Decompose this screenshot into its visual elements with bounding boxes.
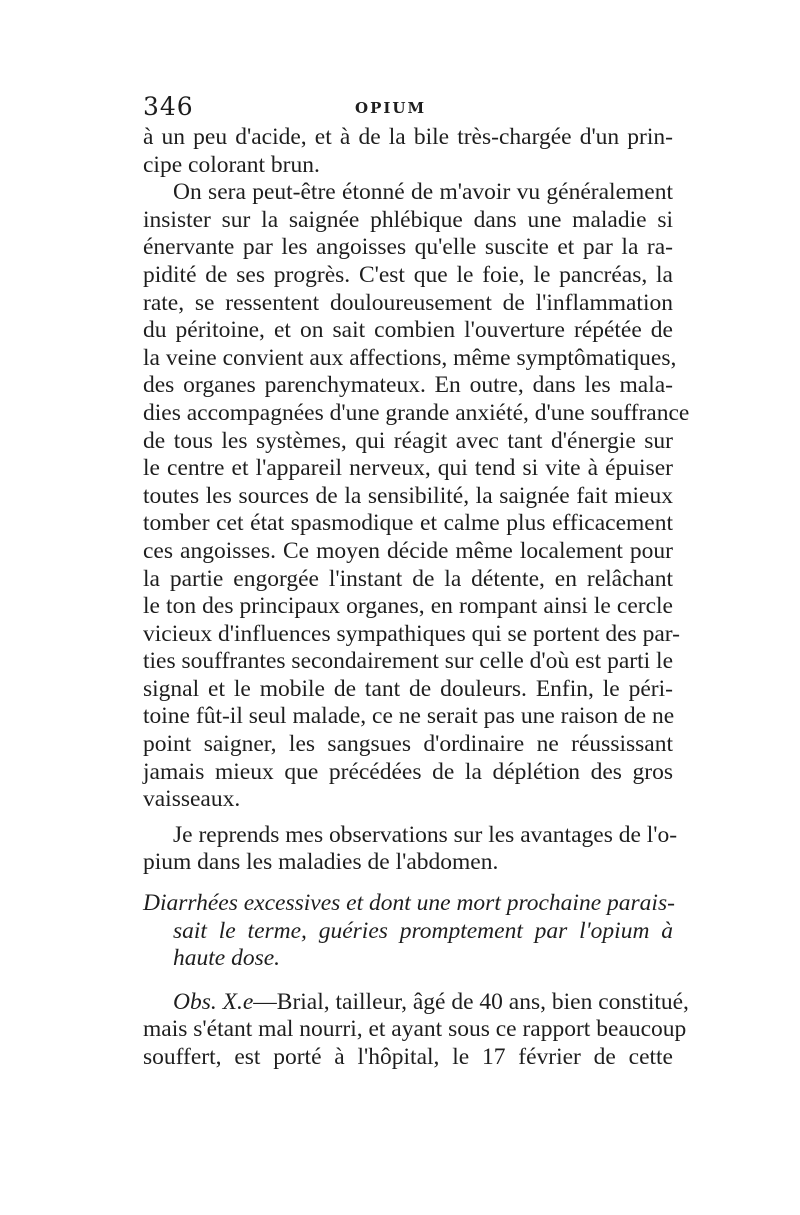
text-line: On sera peut-être étonné de m'avoir vu généralement bbox=[173, 179, 673, 206]
text-line: vaisseaux. bbox=[143, 786, 241, 813]
text-line: insister sur la saignée phlébique dans une maladie si bbox=[143, 206, 673, 233]
page-number: 346 bbox=[143, 92, 194, 121]
heading-line: Diarrhées excessives et dont une mort prochaine parais- bbox=[143, 890, 675, 917]
heading-line: sait le terme, guéries promptement par l'opium à bbox=[173, 917, 673, 944]
text-line: ces angoisses. Ce moyen décide même localement pour bbox=[143, 537, 673, 564]
text-line: ties souffrantes secondairement sur celle d'où est parti le bbox=[143, 648, 673, 675]
paragraph-continuation bbox=[143, 124, 673, 179]
text-line: toine fût-il seul malade, ce ne serait pas une raison de ne bbox=[143, 703, 675, 730]
text-line: vicieux d'influences sympathiques qui se portent des par- bbox=[143, 620, 680, 647]
text-line: toutes les sources de la sensibilité, la saignée fait mieux bbox=[143, 482, 673, 509]
text-line: Je reprends mes observations sur les avantages de l'o- bbox=[173, 821, 678, 848]
observation-label: Obs. X.e bbox=[173, 988, 254, 1015]
text-line: la veine convient aux affections, même symptômatiques, bbox=[143, 344, 677, 371]
text-line: du péritoine, et on sait combien l'ouverture répétée de bbox=[143, 317, 673, 344]
text-line: le centre et l'appareil nerveux, qui tend si vite à épuiser bbox=[143, 455, 673, 482]
text-line: mais s'étant mal nourri, et ayant sous ce rapport beaucoup bbox=[143, 1016, 687, 1043]
text-line: énervante par les angoisses qu'elle suscite et par la ra- bbox=[143, 234, 673, 261]
heading-line: haute dose. bbox=[173, 945, 281, 972]
running-head bbox=[143, 92, 673, 122]
text-line: jamais mieux que précédées de la déplétion des gros bbox=[143, 758, 673, 785]
text-line: signal et le mobile de tant de douleurs. Enfin, le péri- bbox=[143, 675, 673, 702]
text-line: rate, se ressentent douloureusement de l'inflammation bbox=[143, 289, 673, 316]
text-line: pidité de ses progrès. C'est que le foie, le pancréas, la bbox=[143, 261, 673, 288]
text-line: pium dans les maladies de l'abdomen. bbox=[143, 849, 499, 876]
body-text bbox=[143, 124, 690, 1072]
paragraph-saignee bbox=[143, 179, 690, 814]
text-line: de tous les systèmes, qui réagit avec tant d'énergie sur bbox=[143, 427, 673, 454]
text-line: dies accompagnées d'une grande anxiété, d'une souffrance bbox=[143, 399, 690, 426]
text-line: des organes parenchymateux. En outre, dans les mala- bbox=[143, 372, 673, 399]
text-line bbox=[143, 988, 689, 1017]
text-line: la partie engorgée l'instant de la détente, en relâchant bbox=[143, 565, 673, 592]
text-line: tomber cet état spasmodique et calme plus efficacement bbox=[143, 510, 673, 537]
paragraph-observation-x bbox=[143, 988, 689, 1072]
section-heading bbox=[143, 890, 673, 973]
text-line: souffert, est porté à l'hôpital, le 17 février de cette bbox=[143, 1044, 673, 1070]
text-line: point saigner, les sangsues d'ordinaire ne réussissant bbox=[143, 731, 673, 758]
paragraph-observations bbox=[143, 821, 678, 877]
running-title: OPIUM bbox=[355, 99, 427, 117]
text-line: à un peu d'acide, et à de la bile très-chargée d'un prin- bbox=[143, 124, 673, 150]
text-line: le ton des principaux organes, en rompant ainsi le cercle bbox=[143, 593, 673, 620]
observation-text: —Brial, tailleur, âgé de 40 ans, bien constitué, bbox=[253, 988, 689, 1015]
text-line: cipe colorant brun. bbox=[143, 151, 320, 178]
